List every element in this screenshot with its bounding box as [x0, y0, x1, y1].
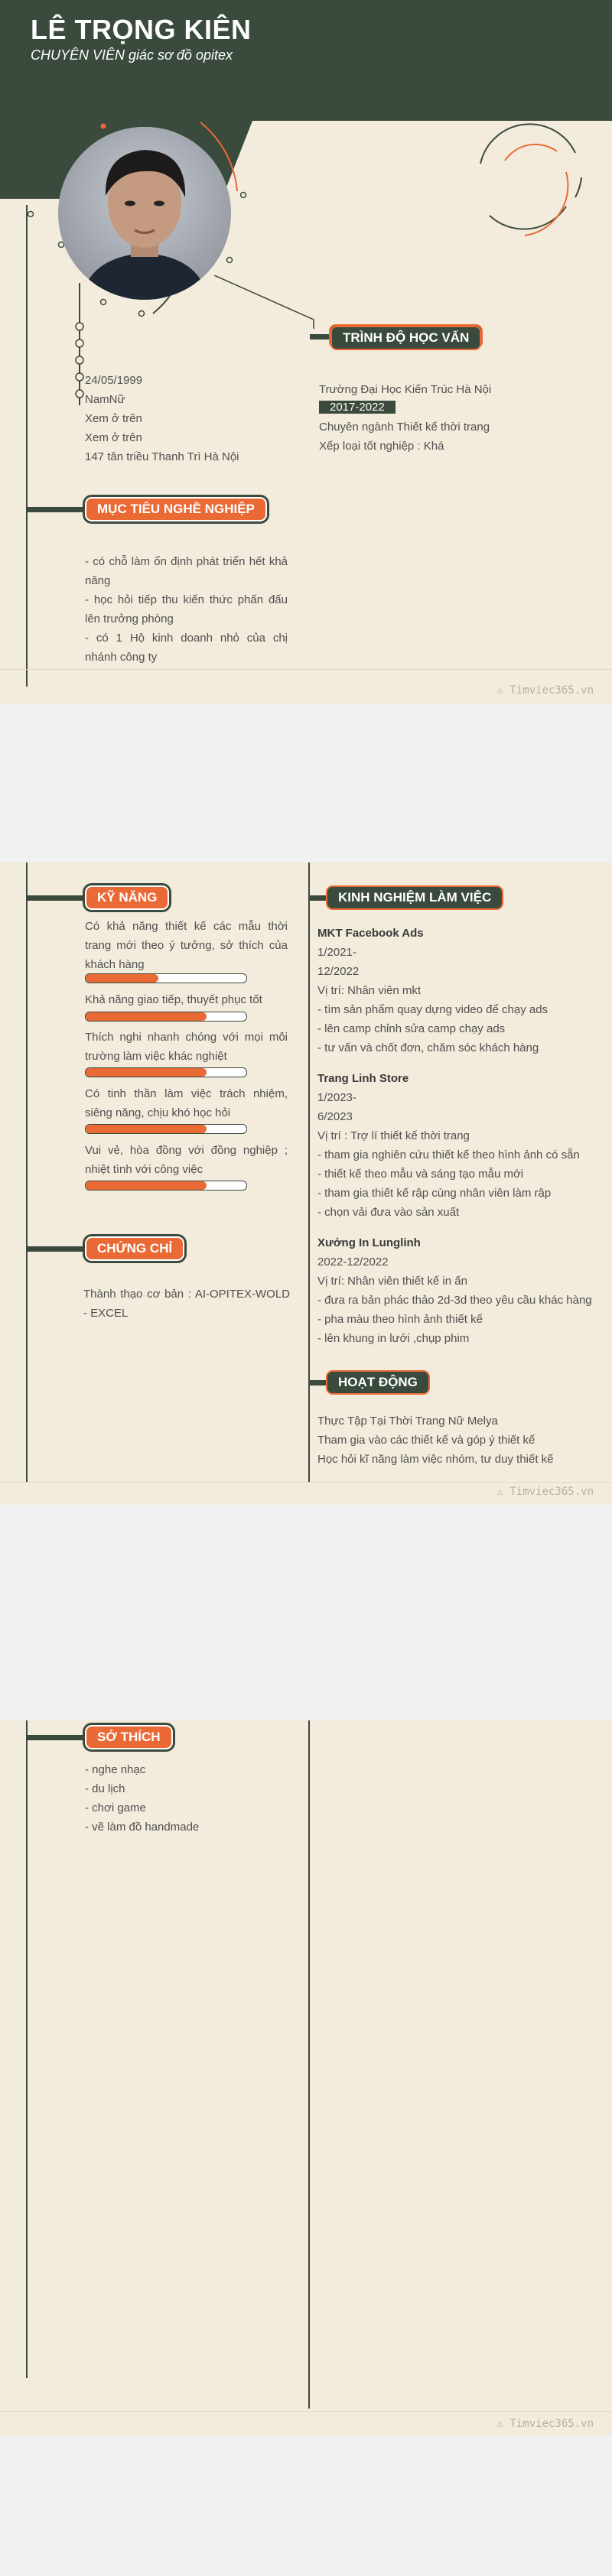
skill-3-text: Thích nghi nhanh chóng với mọi môi trường làm việc khác nghiệt	[85, 1031, 288, 1063]
skill-1-bar	[85, 973, 247, 983]
exp-3-company: Xưởng In Lunglinh	[317, 1236, 421, 1249]
cv-page-2	[0, 862, 612, 1505]
exp-3-role: Vị trí: Nhân viên thiết kế in ấn	[317, 1275, 467, 1288]
exp-3-start: 2022-12/2022	[317, 1256, 389, 1269]
exp-1-company: MKT Facebook Ads	[317, 927, 424, 940]
left-rule	[26, 205, 28, 687]
education-years: 2017-2022	[319, 401, 396, 414]
skill-3-bar	[85, 1067, 247, 1077]
personal-gender: NamNữ	[85, 393, 125, 406]
skill-2-text: Khả năng giao tiếp, thuyết phục tốt	[85, 993, 262, 1006]
skill-4-bar	[85, 1124, 247, 1134]
activities-heading: HOẠT ĐỘNG	[326, 1370, 430, 1395]
personal-line3: Xem ở trên	[85, 412, 142, 425]
exp-1-task-3: - tư vấn và chốt đơn, chăm sóc khách hàng	[317, 1041, 539, 1054]
watermark-2: ⚠ Timviec365.vn	[496, 1486, 594, 1498]
job-title: CHUYÊN VIÊN giác sơ đồ opitex	[31, 47, 233, 63]
middle-rule-2	[308, 862, 310, 1482]
exp-3-task-1: - đưa ra bản phác thảo 2d-3d theo yêu cầu khác hàng	[317, 1294, 592, 1307]
cv-page-1	[0, 0, 612, 703]
avatar-photo	[58, 127, 231, 300]
education-grade: Xếp loại tốt nghiệp : Khá	[319, 440, 444, 453]
skill-4-text: Có tinh thần làm việc trách nhiệm, siêng năng, chịu khó học hỏi	[85, 1087, 288, 1119]
watermark-2-text: Timviec365.vn	[509, 1486, 594, 1498]
exp-1-task-1: - tìm sản phẩm quay dựng video để chạy ads	[317, 1003, 549, 1016]
education-heading	[329, 324, 483, 349]
exp-1-start: 1/2021-	[317, 946, 356, 959]
skill-2-bar	[85, 1012, 247, 1022]
footer-divider	[0, 669, 612, 670]
avatar	[58, 127, 231, 300]
full-name: LÊ TRỌNG KIÊN	[31, 14, 252, 45]
exp-1-end: 12/2022	[317, 965, 360, 978]
certificates-text: Thành thạo cơ bản : AI-OPITEX-WOLD - EXCEL	[83, 1288, 290, 1320]
exp-3-task-3: - lên khung in lưới ,chụp phim	[317, 1332, 470, 1345]
skill-1-text: Có khả năng thiết kế các mẫu thời trang mới theo ý tưởng, sở thích của khách hàng	[85, 920, 288, 971]
exp-1-task-2: - lên camp chỉnh sửa camp chạy ads	[317, 1022, 506, 1035]
personal-dob: 24/05/1999	[85, 374, 143, 387]
footer-divider-3	[0, 2411, 612, 2412]
exp-2-company: Trang Linh Store	[317, 1072, 409, 1085]
hobbies-bar	[26, 1735, 91, 1740]
skills-bar	[26, 895, 91, 901]
hobby-3: - chơi game	[85, 1801, 146, 1814]
middle-rule-3	[308, 1720, 310, 2409]
exp-1-role: Vị trí: Nhân viên mkt	[317, 984, 422, 997]
hobby-2: - du lịch	[85, 1782, 125, 1795]
activities-line-1: Thực Tập Tại Thời Trang Nữ Melya	[317, 1415, 498, 1428]
hobbies-heading: SỞ THÍCH	[85, 1725, 173, 1749]
education-years-wrap	[319, 399, 396, 416]
exp-2-end: 6/2023	[317, 1110, 353, 1123]
cv-page-3	[0, 1720, 612, 2435]
personal-address: 147 tân triều Thanh Trì Hà Nội	[85, 450, 239, 463]
skill-5-bar	[85, 1181, 247, 1191]
exp-2-task-3: - tham gia thiết kế rập cùng nhân viên làm rập	[317, 1187, 552, 1200]
certificates-bar	[26, 1246, 91, 1252]
hobby-1: - nghe nhạc	[85, 1763, 146, 1776]
objective-line-3: - có 1 Hộ kinh doanh nhỏ của chị nhánh công ty	[85, 632, 288, 664]
objective-bar	[26, 507, 91, 512]
certificates-heading: CHỨNG CHỈ	[85, 1236, 184, 1261]
exp-2-role: Vị trí : Trợ lí thiết kế thời trang	[317, 1129, 470, 1142]
skill-3-fill	[86, 1068, 207, 1077]
left-rule-2	[26, 862, 28, 1482]
objective-heading: MỤC TIÊU NGHỀ NGHIỆP	[85, 497, 267, 521]
skill-2-fill	[86, 1012, 207, 1021]
education-school: Trường Đại Học Kiến Trúc Hà Nội	[319, 383, 492, 396]
watermark-3-text: Timviec365.vn	[509, 2418, 594, 2430]
objective-line-2: - học hỏi tiếp thu kiến thức phấn đấu lên trưởng phòng	[85, 593, 288, 625]
activities-line-2: Tham gia vào các thiết kế và góp ý thiết kế	[317, 1434, 536, 1447]
footer-divider-2	[0, 1482, 612, 1483]
watermark-3: ⚠ Timviec365.vn	[496, 2418, 594, 2430]
exp-2-task-4: - chọn vải đưa vào sản xuất	[317, 1206, 460, 1219]
connector-line	[214, 275, 329, 329]
watermark: ⚠ Timviec365.vn	[496, 684, 594, 697]
personal-line4: Xem ở trên	[85, 431, 142, 444]
exp-3-task-2: - pha màu theo hình ảnh thiết kế	[317, 1313, 483, 1326]
exp-2-task-1: - tham gia nghiên cứu thiết kế theo hình ảnh có sẵn	[317, 1148, 580, 1161]
education-heading-label: TRÌNH ĐỘ HỌC VẤN	[330, 326, 481, 350]
activities-line-3: Học hỏi kĩ năng làm việc nhóm, tư duy thiết kế	[317, 1453, 554, 1466]
hobby-4: - vẽ làm đồ handmade	[85, 1821, 200, 1834]
skill-4-fill	[86, 1125, 207, 1133]
exp-2-start: 1/2023-	[317, 1091, 356, 1104]
skill-1-fill	[86, 974, 158, 983]
left-rule-3	[26, 1720, 28, 2378]
experience-heading: KINH NGHIỆM LÀM VIỆC	[326, 885, 503, 910]
skills-heading: KỸ NĂNG	[85, 885, 169, 910]
skill-5-fill	[86, 1181, 207, 1190]
education-major: Chuyên ngành Thiết kế thời trang	[319, 421, 490, 434]
exp-2-task-2: - thiết kế theo mẫu và sáng tạo mẫu mới	[317, 1168, 524, 1181]
skill-5-text: Vui vẻ, hòa đồng với đồng nghiệp ; nhiệt tình với công việc	[85, 1144, 288, 1176]
watermark-text: Timviec365.vn	[509, 684, 594, 697]
objective-line-1: - có chỗ làm ổn định phát triển hết khả năng	[85, 555, 288, 587]
